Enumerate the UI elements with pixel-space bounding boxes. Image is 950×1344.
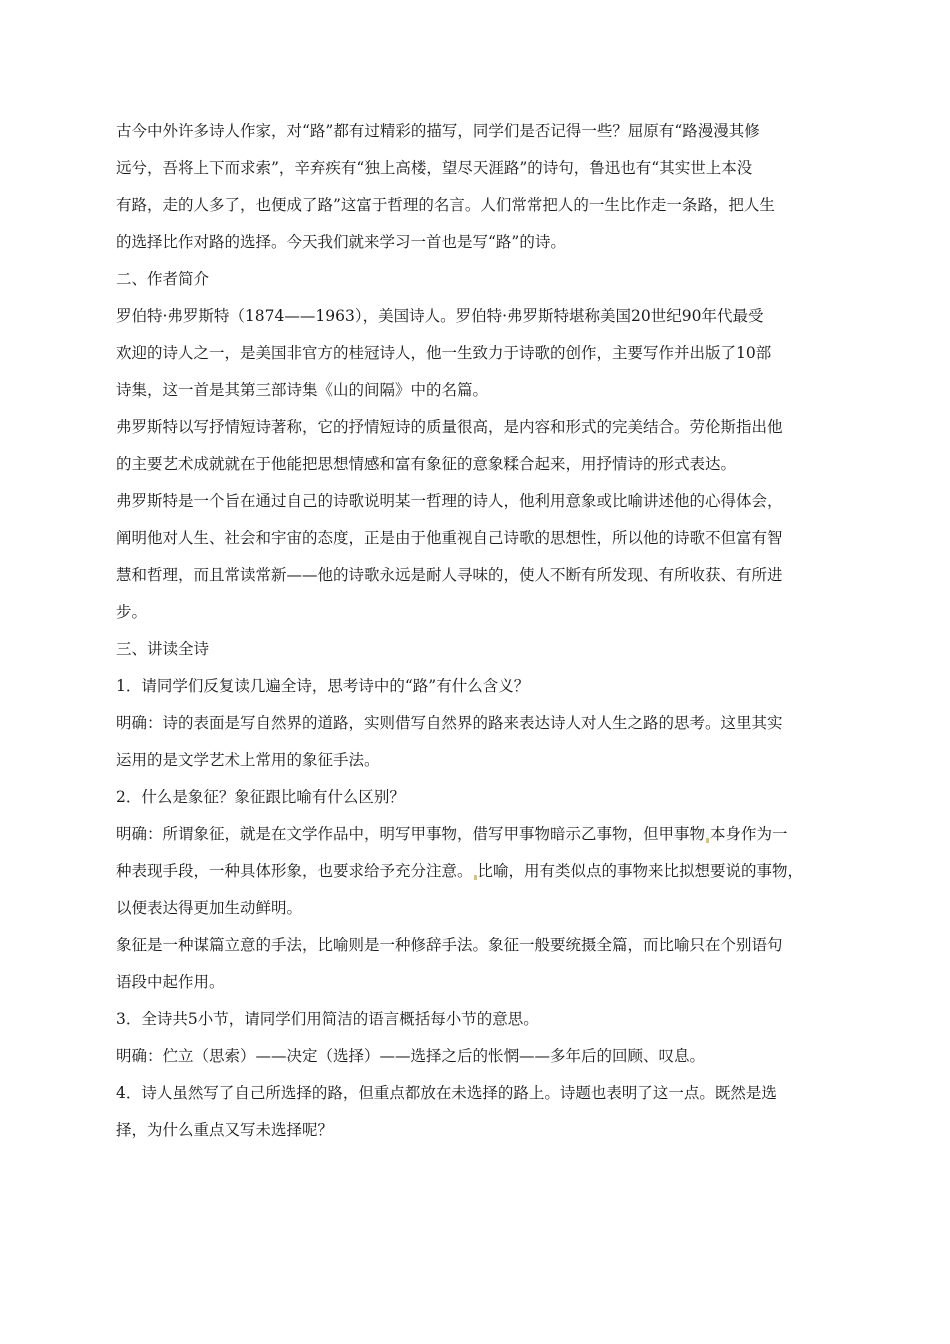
ink-mark xyxy=(706,838,709,843)
paragraph-line: 欢迎的诗人之一，是美国非官方的桂冠诗人，他一生致力于诗歌的创作，主要写作并出版了10部 xyxy=(116,344,772,362)
section-heading: 三、讲读全诗 xyxy=(116,640,210,658)
question-line: 2．什么是象征？象征跟比喻有什么区别？ xyxy=(116,788,405,806)
paragraph-line: 罗伯特·弗罗斯特（1874——1963），美国诗人。罗伯特·弗罗斯特堪称美国20世纪90年代最受 xyxy=(116,307,764,325)
paragraph-line: 语段中起作用。 xyxy=(116,973,225,991)
question-line: 3．全诗共5小节，请同学们用简洁的语言概括每小节的意思。 xyxy=(116,1010,539,1028)
answer-text: 明确：所谓象征，就是在文学作品中，明写甲事物，借写甲事物暗示乙事物，但甲事物 xyxy=(116,825,706,843)
answer-line: 明确：诗的表面是写自然界的道路，实则借写自然界的路来表达诗人对人生之路的思考。这里其实 xyxy=(116,714,783,732)
answer-line: 明确：伫立（思索）——决定（选择）——选择之后的怅惘——多年后的回顾、叹息。 xyxy=(116,1047,706,1065)
paragraph-line: 远兮，吾将上下而求索”，辛弃疾有“独上高楼，望尽天涯路”的诗句，鲁迅也有“其实世上本没 xyxy=(116,159,753,177)
answer-line xyxy=(116,823,846,845)
answer-line: 运用的是文学艺术上常用的象征手法。 xyxy=(116,751,380,769)
question-line: 1．请同学们反复读几遍全诗，思考诗中的“路”有什么含义？ xyxy=(116,677,530,695)
paragraph-line: 步。 xyxy=(116,603,148,621)
question-line: 择，为什么重点又写未选择呢？ xyxy=(116,1121,334,1139)
paragraph-line: 诗集，这一首是其第三部诗集《山的间隔》中的名篇。 xyxy=(116,381,489,399)
answer-line xyxy=(116,860,846,882)
answer-text: 本身作为一 xyxy=(710,825,788,843)
paragraph-line: 弗罗斯特是一个旨在通过自己的诗歌说明某一哲理的诗人，他利用意象或比喻讲述他的心得体会， xyxy=(116,492,783,510)
paragraph-line: 象征是一种谋篇立意的手法，比喻则是一种修辞手法。象征一般要统摄全篇，而比喻只在个别语句 xyxy=(116,936,783,954)
paragraph-line: 的主要艺术成就就在于他能把思想情感和富有象征的意象糅合起来，用抒情诗的形式表达。 xyxy=(116,455,737,473)
paragraph-line: 古今中外许多诗人作家，对“路”都有过精彩的描写，同学们是否记得一些？屈原有“路漫漫其修 xyxy=(116,122,760,140)
paragraph-line: 弗罗斯特以写抒情短诗著称，它的抒情短诗的质量很高，是内容和形式的完美结合。劳伦斯指出他 xyxy=(116,418,783,436)
paragraph-line: 慧和哲理，而且常读常新——他的诗歌永远是耐人寻味的，使人不断有所发现、有所收获、有所进 xyxy=(116,566,783,584)
paragraph-line: 阐明他对人生、社会和宇宙的态度，正是由于他重视自己诗歌的思想性，所以他的诗歌不但富有智 xyxy=(116,529,783,547)
ink-mark xyxy=(474,875,477,880)
answer-text: 比喻，用有类似点的事物来比拟想要说的事物， xyxy=(477,862,804,880)
answer-text: 种表现手段，一种具体形象，也要求给予充分注意。 xyxy=(116,862,473,880)
question-line: 4．诗人虽然写了自己所选择的路，但重点都放在未选择的路上。诗题也表明了这一点。既然是选 xyxy=(116,1084,777,1102)
paragraph-line: 的选择比作对路的选择。今天我们就来学习一首也是写“路”的诗。 xyxy=(116,233,566,251)
paragraph-line: 有路，走的人多了，也便成了路”这富于哲理的名言。人们常常把人的一生比作走一条路，把人生 xyxy=(116,196,775,214)
answer-line: 以便表达得更加生动鲜明。 xyxy=(116,899,303,917)
section-heading: 二、作者简介 xyxy=(116,270,210,288)
